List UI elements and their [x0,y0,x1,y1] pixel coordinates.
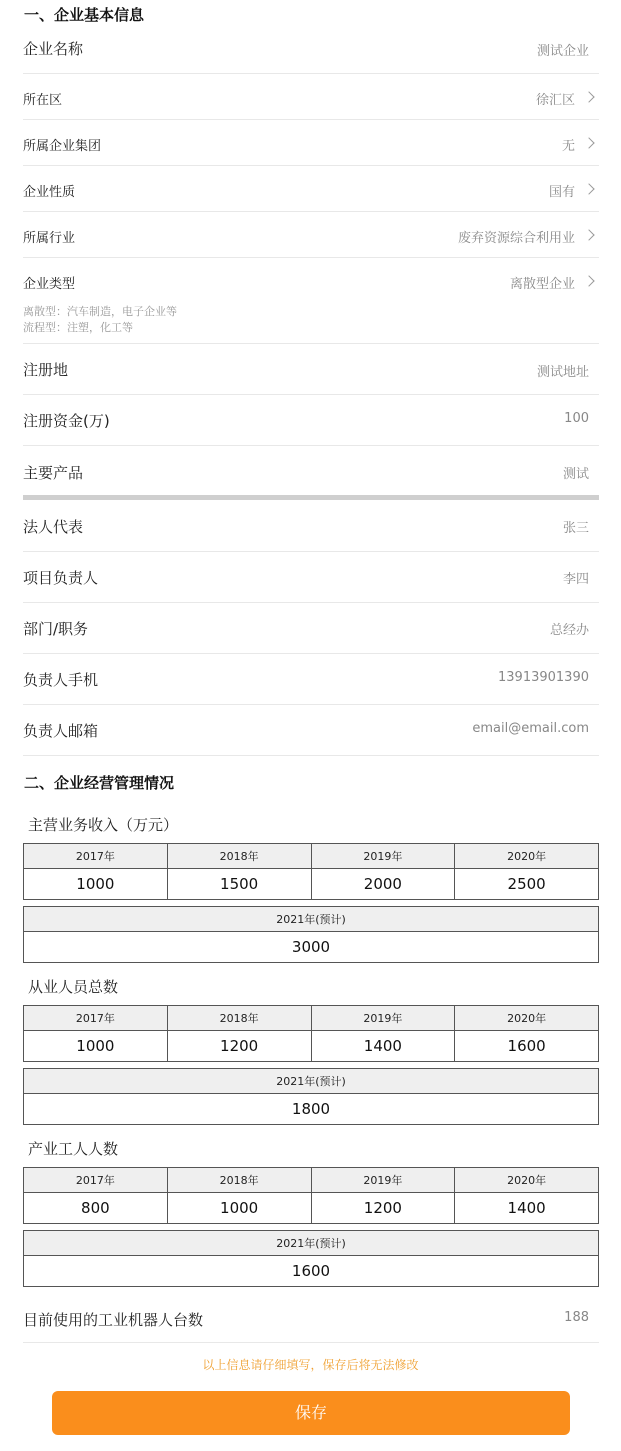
chevron-right-icon [583,183,594,194]
field-label: 主要产品 [23,464,84,482]
field-label: 注册资金(万) [23,412,110,430]
forecast-header: 2021年(预计) [24,1069,599,1094]
chevron-right-icon [583,137,594,148]
employees-table [23,1005,599,1062]
year-header: 2020年 [455,1168,599,1193]
field-legal-representative[interactable] [23,500,599,552]
section-title-operations: 二、企业经营管理情况 [24,774,175,792]
workers-value-cell[interactable]: 800 [24,1193,168,1224]
workers-forecast-table [23,1230,599,1287]
field-enterprise-group[interactable] [23,120,599,166]
field-dept-position[interactable] [23,603,599,654]
field-value[interactable]: 张三 [562,521,589,536]
year-header: 2018年 [167,1006,311,1031]
year-header: 2019年 [311,844,455,869]
field-main-product[interactable] [23,446,599,495]
field-value: 无 [561,139,575,154]
field-label: 部门/职务 [23,620,89,638]
employees-forecast-table [23,1068,599,1125]
employees-forecast-cell[interactable]: 1800 [24,1094,599,1125]
field-robot-count[interactable] [23,1293,599,1343]
workers-forecast-cell[interactable]: 1600 [24,1256,599,1287]
field-value[interactable]: email@email.com [472,721,589,736]
field-value[interactable]: 188 [564,1310,589,1325]
field-enterprise-type[interactable] [23,258,599,344]
field-label: 负责人手机 [23,671,99,689]
field-registered-capital[interactable] [23,395,599,446]
field-label: 企业性质 [23,185,76,200]
year-header: 2017年 [24,1168,168,1193]
field-value[interactable]: 总经办 [549,623,589,638]
field-lead-phone[interactable] [23,654,599,705]
chevron-right-icon [583,275,594,286]
workers-value-cell[interactable]: 1400 [455,1193,599,1224]
workers-value-cell[interactable]: 1200 [311,1193,455,1224]
workers-value-cell[interactable]: 1000 [167,1193,311,1224]
field-label: 所属行业 [23,231,76,246]
field-label: 目前使用的工业机器人台数 [23,1311,204,1329]
field-label: 企业名称 [23,40,84,58]
revenue-forecast-cell[interactable]: 3000 [24,932,599,963]
type-hint-discrete: 离散型：汽车制造，电子企业等 [23,305,177,318]
field-enterprise-nature[interactable] [23,166,599,212]
field-value: 国有 [548,185,575,200]
year-header: 2020年 [455,1006,599,1031]
employees-value-cell[interactable]: 1200 [167,1031,311,1062]
field-label: 负责人邮箱 [23,722,99,740]
field-registered-address[interactable] [23,344,599,395]
field-value: 徐汇区 [535,93,575,108]
employees-value-cell[interactable]: 1600 [455,1031,599,1062]
field-company-name[interactable] [23,28,599,74]
field-label: 项目负责人 [23,569,99,587]
revenue-table [23,843,599,900]
revenue-forecast-table [23,906,599,963]
chevron-right-icon [583,91,594,102]
revenue-value-cell[interactable]: 1000 [24,869,168,900]
year-header: 2018年 [167,1168,311,1193]
year-header: 2018年 [167,844,311,869]
field-district[interactable] [23,74,599,120]
field-value[interactable]: 测试地址 [536,365,589,380]
year-header: 2017年 [24,844,168,869]
year-header: 2019年 [311,1006,455,1031]
revenue-value-cell[interactable]: 1500 [167,869,311,900]
revenue-value-cell[interactable]: 2500 [455,869,599,900]
section-title-basic-info: 一、企业基本信息 [24,6,145,24]
save-button[interactable]: 保存 [52,1391,570,1435]
field-label: 所在区 [23,93,63,108]
workers-table [23,1167,599,1224]
field-value[interactable]: 100 [564,411,589,426]
forecast-header: 2021年(预计) [24,1231,599,1256]
year-header: 2020年 [455,844,599,869]
revenue-title: 主营业务收入（万元） [28,816,179,834]
year-header: 2017年 [24,1006,168,1031]
field-value[interactable]: 测试 [562,467,589,482]
employees-value-cell[interactable]: 1000 [24,1031,168,1062]
field-project-lead[interactable] [23,552,599,603]
field-label: 企业类型 [23,277,76,292]
field-value[interactable]: 测试企业 [536,44,589,59]
chevron-right-icon [583,229,594,240]
field-value[interactable]: 13913901390 [498,670,589,685]
field-lead-email[interactable] [23,705,599,756]
save-notice: 以上信息请仔细填写，保存后将无法修改 [202,1358,419,1372]
employees-value-cell[interactable]: 1400 [311,1031,455,1062]
field-label: 所属企业集团 [23,139,102,154]
employees-title: 从业人员总数 [28,978,119,996]
field-value: 废弃资源综合利用业 [457,231,575,246]
type-hint-process: 流程型：注塑，化工等 [23,321,133,334]
field-value[interactable]: 李四 [562,572,589,587]
field-label: 法人代表 [23,518,84,536]
revenue-value-cell[interactable]: 2000 [311,869,455,900]
field-industry[interactable] [23,212,599,258]
forecast-header: 2021年(预计) [24,907,599,932]
field-label: 注册地 [23,361,69,379]
field-value: 离散型企业 [509,277,575,292]
workers-title: 产业工人人数 [28,1140,119,1158]
year-header: 2019年 [311,1168,455,1193]
